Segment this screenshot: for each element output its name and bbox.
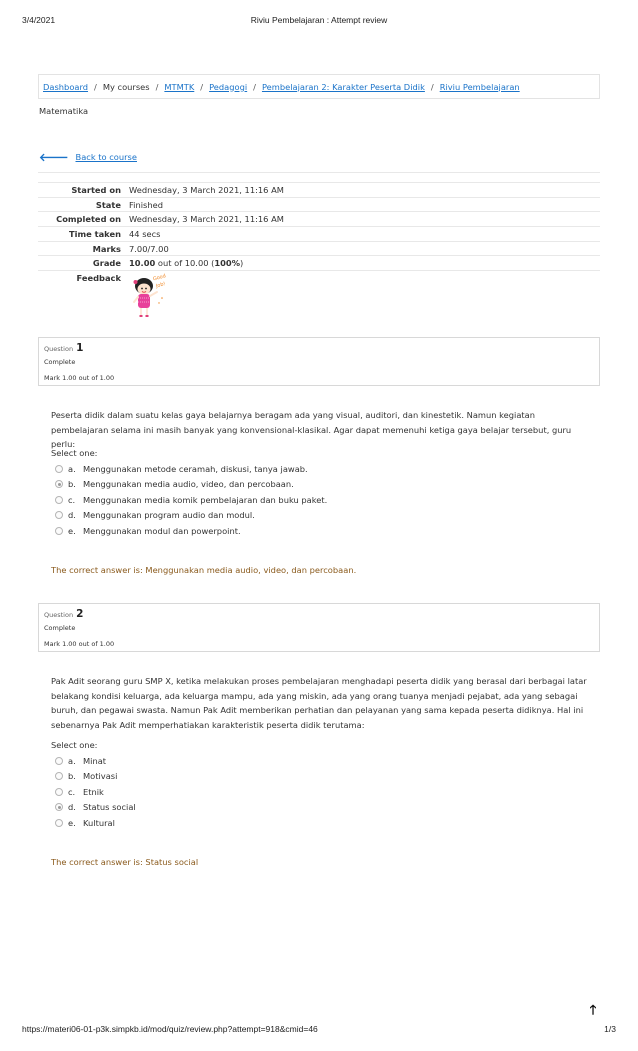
question-2-text: Pak Adit seorang guru SMP X, ketika melakukan proses pembelajaran menghadapi peserta didik yang berasal dari berbagai latar belakang kondisi keluarga, ada keluarga mampu, ada yang miskin, ada yang orang tuanya menjadi pejabat, ada yang sebagai buruh, dan pegawai swasta. Namun Pak Adit memberikan perhatian dan pelayanan yang sama kepada peserta didiknya. Hal ini sebenarnya Pak Adit memperhatiakan karakteristik peserta didik terutama:	[51, 676, 587, 730]
breadcrumb-my-courses: My courses	[102, 81, 150, 92]
radio-button[interactable]	[55, 819, 63, 827]
print-title: Riviu Pembelajaran : Attempt review	[250, 15, 388, 25]
radio-button[interactable]	[55, 511, 63, 519]
question-mark: Mark 1.00 out of 1.00	[44, 640, 115, 648]
breadcrumb-pedagogi[interactable]: Pedagogi	[209, 81, 248, 92]
answer-text: Menggunakan metode ceramah, diskusi, tanya jawab.	[83, 463, 308, 474]
answer-letter: d.	[68, 802, 76, 813]
time-taken-value: 44 secs	[129, 228, 161, 239]
select-one-label: Select one:	[51, 448, 98, 458]
answer-text: Menggunakan program audio dan modul.	[83, 510, 255, 521]
completed-label: Completed on	[56, 214, 121, 225]
marks-label: Marks	[92, 243, 121, 254]
arrow-left-icon: 🡐	[39, 151, 69, 164]
svg-text:Job!: Job!	[155, 281, 167, 290]
answer-text: Menggunakan modul dan powerpoint.	[83, 525, 241, 536]
question-number	[44, 342, 594, 354]
feedback-label: Feedback	[76, 273, 121, 284]
state-value: Finished	[129, 199, 163, 210]
summary-row-feedback	[38, 270, 600, 330]
question-1-answers	[55, 461, 327, 539]
summary-row-marks	[38, 241, 600, 256]
question-label: Question	[44, 611, 74, 619]
radio-button[interactable]	[55, 480, 63, 488]
print-footer	[22, 1024, 616, 1036]
summary-row-completed	[38, 211, 600, 226]
answer-text: Menggunakan media komik pembelajaran dan buku paket.	[83, 494, 328, 505]
breadcrumb-pembelajaran-2[interactable]: Pembelajaran 2: Karakter Peserta Didik	[261, 81, 425, 92]
summary-spacer-row	[38, 172, 600, 182]
back-to-course-label: Back to course	[75, 152, 137, 162]
grade-value: 10.00 out of 10.00 (100%)	[129, 258, 244, 269]
summary-row-state	[38, 197, 600, 212]
summary-row-time-taken	[38, 226, 600, 241]
breadcrumb-dashboard[interactable]: Dashboard	[43, 81, 89, 92]
answer-text: Status social	[83, 802, 136, 813]
breadcrumb-separator: /	[200, 81, 204, 92]
print-url: https://materi06-01-p3k.simpkb.id/mod/quiz/review.php?attempt=918&cmid=46	[22, 1024, 318, 1034]
grade-percent: 100%	[214, 258, 241, 269]
breadcrumb-mtmtk[interactable]: MTMTK	[164, 81, 195, 92]
question-2-info	[38, 603, 600, 652]
answer-option[interactable]	[55, 523, 327, 539]
answer-letter: b.	[68, 479, 76, 490]
question-2-answers	[55, 753, 136, 831]
answer-letter: d.	[68, 510, 76, 521]
answer-option[interactable]	[55, 784, 136, 800]
radio-button[interactable]	[55, 527, 63, 535]
started-label: Started on	[71, 184, 121, 195]
answer-option[interactable]	[55, 753, 136, 769]
feedback-value	[121, 273, 173, 322]
print-date: 3/4/2021	[22, 15, 56, 25]
answer-letter: c.	[68, 786, 76, 797]
breadcrumb-separator: /	[253, 81, 256, 92]
good-job-sticker-image	[129, 272, 173, 320]
grade-out-of: out of 10.00	[157, 258, 209, 269]
answer-option[interactable]	[55, 508, 327, 524]
breadcrumb-separator: /	[94, 81, 97, 92]
back-to-course-link[interactable]	[39, 150, 137, 164]
grade-label: Grade	[92, 258, 121, 269]
radio-button[interactable]	[55, 788, 63, 796]
attempt-summary-table	[38, 172, 600, 330]
answer-letter: e.	[68, 525, 76, 536]
question-state: Complete	[44, 358, 76, 366]
answer-option[interactable]	[55, 769, 136, 785]
answer-letter: a.	[68, 463, 76, 474]
answer-letter: e.	[68, 817, 76, 828]
answer-option[interactable]	[55, 461, 327, 477]
answer-text: Etnik	[83, 786, 104, 797]
answer-letter: c.	[68, 494, 76, 505]
time-taken-label: Time taken	[68, 228, 121, 239]
answer-option[interactable]	[55, 477, 327, 493]
question-number-value: 2	[76, 608, 84, 620]
breadcrumb-separator: /	[155, 81, 159, 92]
radio-button[interactable]	[55, 496, 63, 504]
radio-button[interactable]	[55, 757, 63, 765]
select-one-label: Select one:	[51, 740, 98, 750]
radio-button[interactable]	[55, 465, 63, 473]
question-mark: Mark 1.00 out of 1.00	[44, 374, 115, 382]
summary-row-grade	[38, 255, 600, 270]
marks-value: 7.00/7.00	[129, 243, 169, 254]
completed-value: Wednesday, 3 March 2021, 11:16 AM	[129, 214, 284, 225]
started-value: Wednesday, 3 March 2021, 11:16 AM	[129, 184, 284, 195]
answer-text: Kultural	[83, 817, 115, 828]
question-1-text: Peserta didik dalam suatu kelas gaya belajarnya beragam ada yang visual, auditori, dan kinestetik. Namun kegiatan pembelajaran selama ini masih banyak yang konvensional-klasikal. Agar dapat memenuhi ketiga gaya belajar tersebut, guru perlu:	[51, 410, 572, 449]
arrow-up-icon[interactable]: 🡑	[589, 1003, 597, 1018]
question-label: Question	[44, 345, 74, 353]
svg-text:Good: Good	[152, 273, 167, 283]
answer-option[interactable]	[55, 800, 136, 816]
summary-row-started	[38, 182, 600, 197]
print-header	[22, 15, 616, 27]
question-state: Complete	[44, 624, 76, 632]
state-label: State	[95, 199, 121, 210]
answer-text: Menggunakan media audio, video, dan percobaan.	[83, 479, 294, 490]
question-1-correct-answer: The correct answer is: Menggunakan media audio, video, dan percobaan.	[51, 565, 357, 575]
breadcrumb	[38, 74, 600, 99]
answer-option[interactable]	[55, 815, 136, 831]
question-number	[44, 608, 594, 620]
question-1-info	[38, 337, 600, 386]
answer-letter: b.	[68, 771, 76, 782]
answer-text: Motivasi	[83, 771, 118, 782]
radio-button[interactable]	[55, 772, 63, 780]
answer-text: Minat	[83, 755, 107, 766]
course-name: Matematika	[39, 106, 89, 116]
answer-letter: a.	[68, 755, 76, 766]
radio-button[interactable]	[55, 803, 63, 811]
question-2-correct-answer: The correct answer is: Status social	[51, 857, 199, 867]
print-page-number: 1/3	[604, 1024, 616, 1034]
breadcrumb-riviu-pembelajaran[interactable]: Riviu Pembelajaran	[439, 81, 520, 92]
breadcrumb-separator: /	[430, 81, 434, 92]
grade-score: 10.00	[129, 258, 156, 269]
answer-option[interactable]	[55, 492, 327, 508]
question-number-value: 1	[76, 342, 84, 354]
